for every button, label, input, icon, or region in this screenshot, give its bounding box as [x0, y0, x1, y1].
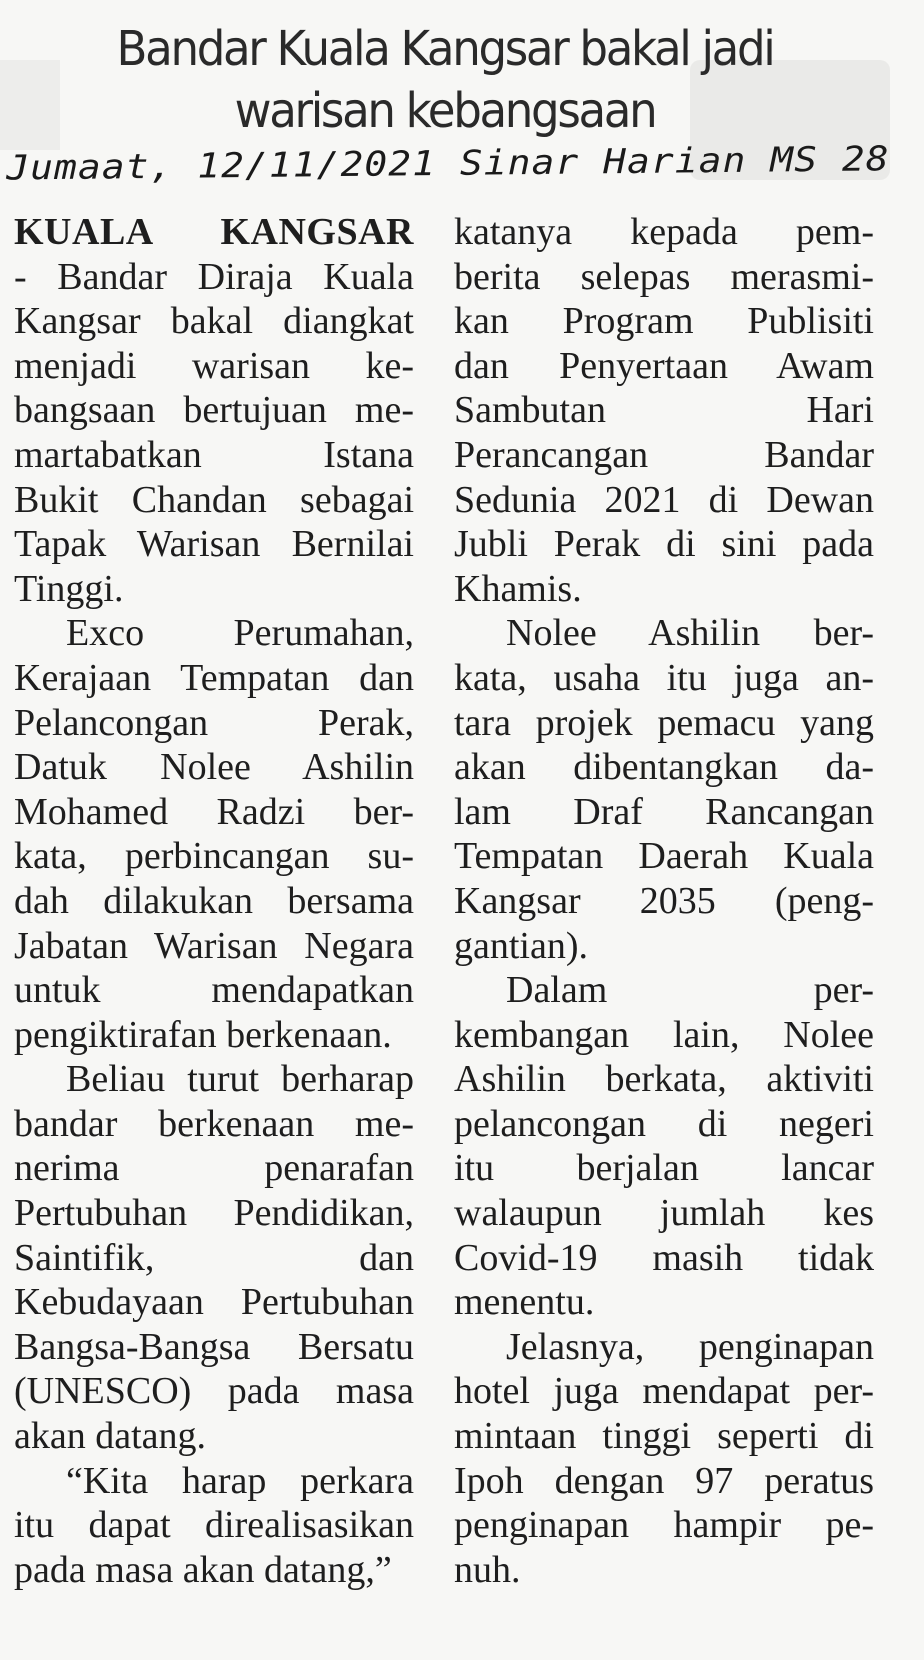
article-text-line: Bangsa-Bangsa Bersatu	[14, 1325, 414, 1368]
article-text-line: gantian).	[454, 924, 589, 967]
dateline: KUALA KANGSAR	[14, 211, 414, 253]
article-text-line: - Bandar Diraja Kuala	[14, 255, 414, 298]
article-text-line: Tapak Warisan Bernilai	[14, 523, 414, 566]
article-text-line: Covid-19 masih tidak	[454, 1236, 874, 1279]
article-text-line: Tempatan Daerah Kuala	[454, 835, 874, 878]
headline-line: Bandar Kuala Kangsar bakal jadi	[116, 21, 774, 77]
article-text-line: Exco Perumahan,	[66, 612, 414, 655]
article-text-line: Kangsar 2035 (peng-	[454, 879, 874, 922]
article-text-line: lam Draf Rancangan	[454, 790, 874, 833]
article-text-line: nerima penarafan	[14, 1147, 414, 1190]
article-text-line: Nolee Ashilin ber-	[506, 612, 874, 655]
article-text-line: nuh.	[454, 1548, 521, 1591]
article-text-line: akan dibentangkan da-	[454, 746, 874, 789]
article-text-line: Bukit Chandan sebagai	[14, 478, 414, 521]
article-text-line: Sambutan Hari	[454, 389, 874, 432]
article-text-line: martabatkan Istana	[14, 433, 414, 476]
article-text-line: bandar berkenaan me-	[14, 1102, 414, 1145]
handwritten-date-source-note: Jumaat, 12/11/2021 Sinar Harian MS 28	[6, 138, 890, 188]
article-text-line: Khamis.	[454, 567, 582, 610]
article-text-line: “Kita harap perkara	[66, 1459, 414, 1502]
article-text-line: Perancangan Bandar	[454, 433, 874, 476]
left-column-body	[14, 255, 414, 1593]
article-text-line: untuk mendapatkan	[14, 969, 414, 1012]
article-text-line: pelancongan di negeri	[454, 1102, 874, 1145]
article-text-line: Sedunia 2021 di Dewan	[454, 478, 874, 521]
article-text-line: Kangsar bakal diangkat	[14, 300, 414, 343]
article-text-line: Ipoh dengan 97 peratus	[454, 1459, 874, 1502]
article-text-line: Datuk Nolee Ashilin	[14, 746, 414, 789]
article-text-line: Jelasnya, penginapan	[506, 1325, 874, 1368]
headline-line: warisan kebangsaan	[234, 83, 656, 139]
article-text-line: (UNESCO) pada masa	[14, 1370, 414, 1413]
article-column-right	[454, 210, 874, 1592]
article-text-line: berita selepas merasmi-	[454, 255, 874, 298]
article-column-left	[14, 210, 414, 1592]
article-text-line: kata, perbincangan su-	[14, 835, 414, 878]
article-text-line: akan datang.	[14, 1415, 207, 1458]
article-text-line: kata, usaha itu juga an-	[454, 656, 874, 699]
article-text-line: Pelancongan Perak,	[14, 701, 414, 744]
headline	[46, 18, 845, 142]
article-text-line: walaupun jumlah kes	[454, 1192, 874, 1235]
article-text-line: menjadi warisan ke-	[14, 344, 414, 387]
article-text-line: Saintifik, dan	[14, 1236, 414, 1279]
article-text-line: tara projek pemacu yang	[454, 701, 874, 744]
article-text-line: Jabatan Warisan Negara	[14, 924, 414, 967]
article-text-line: hotel juga mendapat per-	[454, 1370, 874, 1413]
article-text-line: Jubli Perak di sini pada	[454, 523, 874, 566]
article-text-line: bangsaan bertujuan me-	[14, 389, 414, 432]
article-text-line: Kerajaan Tempatan dan	[14, 656, 414, 699]
article-text-line: Mohamed Radzi ber-	[14, 790, 414, 833]
article-text-line: dah dilakukan bersama	[14, 879, 414, 922]
article-text-line: Pertubuhan Pendidikan,	[14, 1192, 414, 1235]
article-text-line: Beliau turut berharap	[66, 1058, 414, 1101]
article-text-line: Tinggi.	[14, 567, 124, 610]
article-text-line: kembangan lain, Nolee	[454, 1013, 874, 1056]
article-text-line: mintaan tinggi seperti di	[454, 1415, 874, 1458]
article-text-line: Ashilin berkata, aktiviti	[454, 1058, 874, 1101]
article-text-line: kan Program Publisiti	[454, 300, 874, 343]
article-text-line: penginapan hampir pe-	[454, 1504, 874, 1547]
article-text-line: katanya kepada pem-	[454, 211, 874, 253]
right-column-body	[454, 210, 874, 1592]
article-text-line: Kebudayaan Pertubuhan	[14, 1281, 414, 1324]
article-text-line: itu berjalan lancar	[454, 1147, 874, 1190]
article-text-line: dan Penyertaan Awam	[454, 344, 874, 387]
article-text-line: pada masa akan datang,”	[14, 1548, 392, 1591]
article-text-line: itu dapat direalisasikan	[14, 1504, 414, 1547]
article-text-line: menentu.	[454, 1281, 595, 1324]
article-text-line: Dalam per-	[506, 969, 874, 1012]
article-text-line: pengiktirafan berkenaan.	[14, 1013, 392, 1056]
